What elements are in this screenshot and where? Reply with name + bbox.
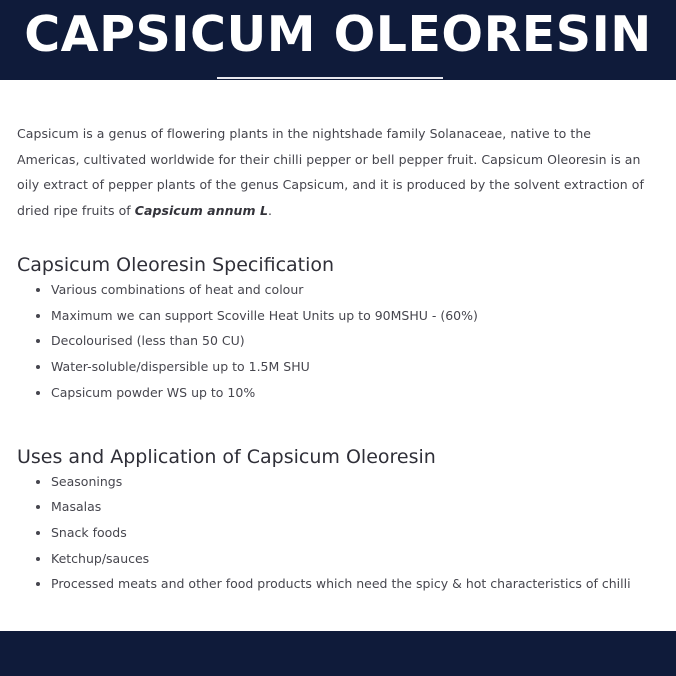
spec-list-item: • Water-soluble/dispersible up to 1.5M SHU <box>51 354 657 380</box>
uses-list-item: • Ketchup/sauces <box>51 546 657 572</box>
spec-list-item: • Maximum we can support Scoville Heat Units up to 90MSHU - (60%) <box>51 303 657 329</box>
header-banner <box>0 0 676 80</box>
uses-list-item: • Snack foods <box>51 520 657 546</box>
spec-heading: Capsicum Oleoresin Specification <box>17 254 335 276</box>
main-content <box>17 121 657 597</box>
page-title: CAPSICUM OLEORESIN <box>24 6 652 63</box>
uses-list <box>17 469 657 598</box>
uses-list-item: • Masalas <box>51 494 657 520</box>
spec-list-item: • Various combinations of heat and colour <box>51 277 657 303</box>
uses-list-item: • Seasonings <box>51 469 657 495</box>
spec-list-item: • Decolourised (less than 50 CU) <box>51 328 657 354</box>
footer-banner <box>0 631 676 676</box>
intro-text-end: . <box>268 202 273 218</box>
intro-text: Capsicum is a genus of flowering plants in the nightshade family Solanaceae, native to the Americas, cultivated worldwide for their chilli pepper or bell pepper fruit. Capsicum Oleoresin is an oily extract of pepper plants of the genus Capsicum, and it is produced by the solvent extraction of dried ripe fruits of <box>17 126 644 218</box>
scientific-name: Capsicum annum L <box>134 202 268 218</box>
uses-heading: Uses and Application of Capsicum Oleoresin <box>17 445 436 468</box>
spec-list-item: • Capsicum powder WS up to 10% <box>51 380 657 406</box>
intro-paragraph <box>17 121 657 223</box>
uses-list-item: • Processed meats and other food products which need the spicy & hot characteristics of chilli <box>51 571 657 597</box>
header-divider <box>217 77 443 79</box>
spec-list <box>17 277 657 406</box>
